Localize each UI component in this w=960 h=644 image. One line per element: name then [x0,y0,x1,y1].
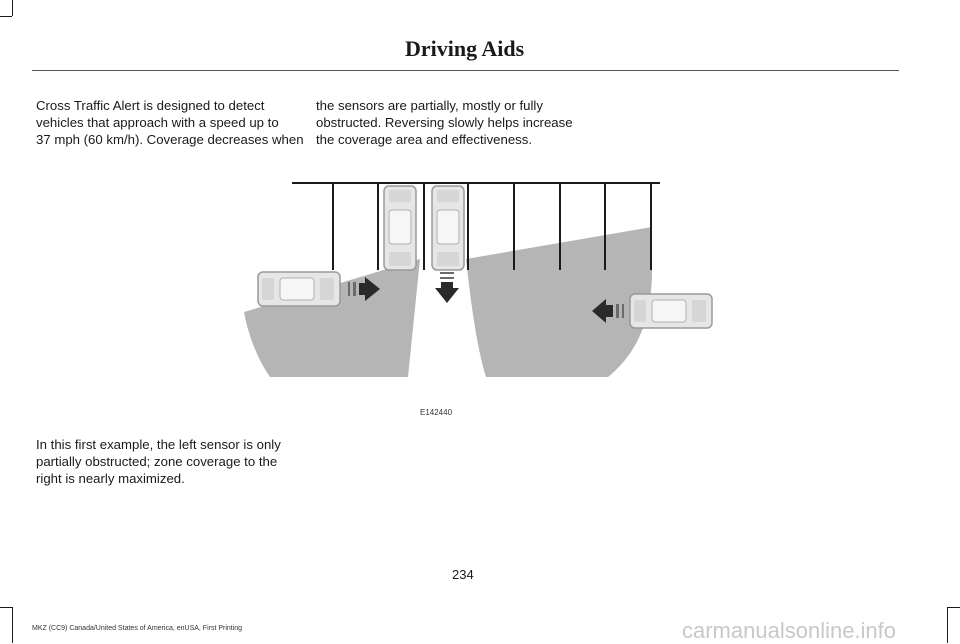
page-number-text: 234 [452,567,474,582]
header-divider [32,70,899,71]
figure-code: E142440 [420,408,453,417]
reversing-vehicle [432,186,464,270]
reverse-direction-arrow [435,272,459,303]
crop-mark-bottom-left-v [12,607,13,643]
section-title: Driving Aids [405,36,525,61]
crop-mark-top-left-v [12,0,13,16]
crop-mark-bottom-left-h [0,607,12,608]
parked-vehicle [384,186,416,270]
crop-mark-top-left-h [0,16,12,17]
crop-mark-bottom-right-v [947,607,948,643]
illustration-svg [240,175,720,385]
footer-text: MKZ (CC9) Canada/United States of America, enUSA, First Printing [32,625,243,632]
body-paragraph-3: In this first example, the left sensor is only partially obstructed; zone coverage to the right is nearly maximized. [36,437,281,486]
approaching-vehicle-right [630,294,712,328]
approaching-vehicle-left [258,272,340,306]
cross-traffic-alert-illustration [240,175,720,385]
body-paragraph-2: the sensors are partially, mostly or fully obstructed. Reversing slowly helps increase the coverage area and effectiveness. [316,98,573,147]
watermark: carmanualsonline.info [682,618,897,643]
body-paragraph-1: Cross Traffic Alert is designed to detect vehicles that approach with a speed up to 37 mph (60 km/h). Coverage decreases when [36,98,304,147]
crop-mark-bottom-right-h [948,607,960,608]
